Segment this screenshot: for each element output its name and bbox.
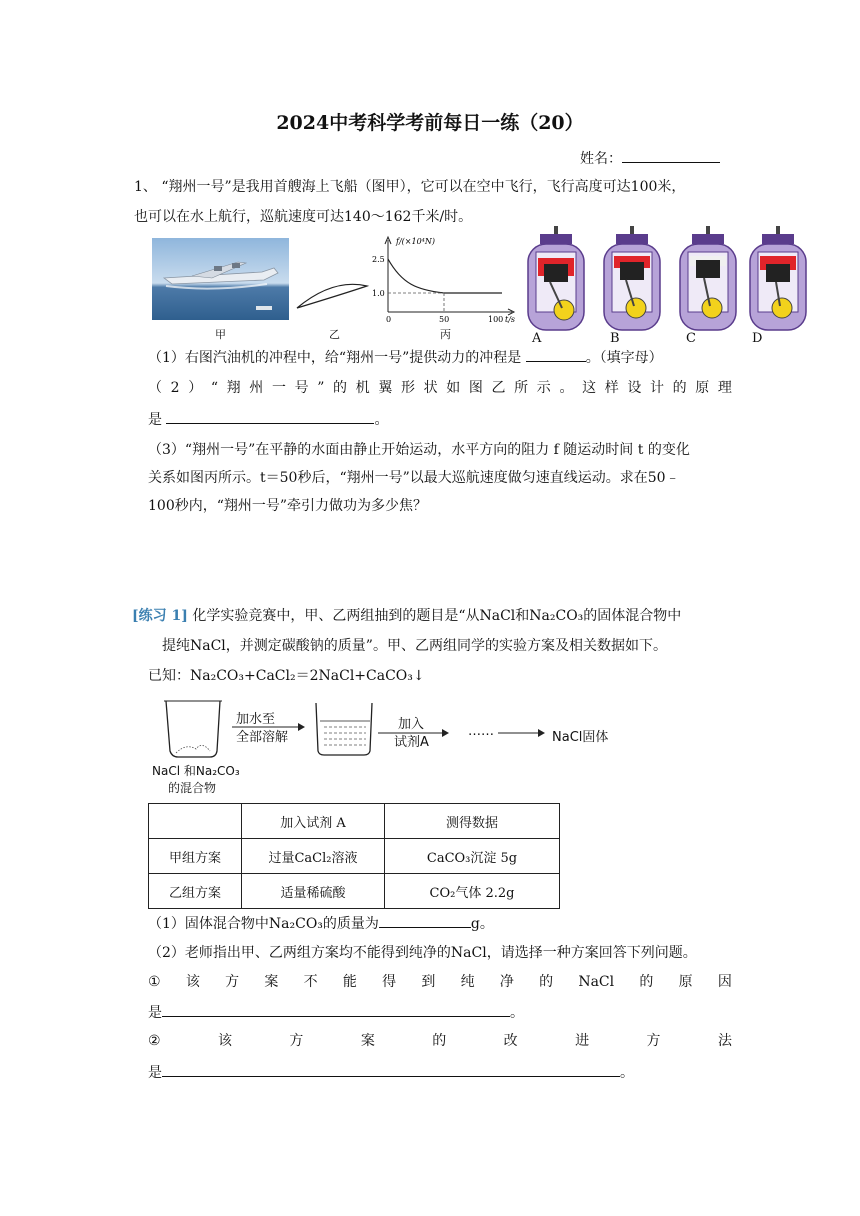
flow-mixture-line2: 的混合物 — [168, 781, 217, 795]
table-row — [149, 839, 560, 874]
wing-profile-diagram — [293, 282, 373, 312]
q2-sub1 — [148, 913, 732, 934]
table-cell: 适量稀硫酸 — [242, 874, 385, 909]
justified-char: 改 — [503, 1033, 518, 1049]
justified-char: 翔 — [226, 380, 241, 396]
engine-label-a: A — [532, 331, 542, 346]
q2-sub2: （2）老师指出甲、乙两组方案均不能得到纯净的NaCl，请选择一种方案回答下列问题。 — [148, 945, 697, 961]
q1-sub2-line1 — [148, 378, 732, 398]
justified-char: 得 — [382, 974, 397, 990]
justified-char: 案 — [360, 1033, 375, 1049]
q2-sub1-tail: g。 — [470, 916, 494, 932]
justified-char: 该 — [217, 1033, 232, 1049]
fig-label-jia: 甲 — [215, 328, 226, 341]
justified-char: 的 — [639, 974, 654, 990]
justified-char: 。 — [559, 380, 574, 396]
graph-xtick-0: 0 — [386, 315, 392, 324]
justified-char: 形 — [400, 380, 415, 396]
q2-sub2b-tail: 。 — [620, 1065, 634, 1081]
name-label: 姓名： — [580, 151, 622, 167]
justified-char: （ — [148, 380, 162, 396]
graph-ytick-2.5: 2.5 — [372, 255, 385, 264]
name-field — [580, 148, 720, 168]
table-cell: CaCO₃沉淀 5g — [385, 839, 560, 874]
flow-mixture-line1: NaCl 和Na₂CO₃ — [152, 764, 240, 778]
table-cell: 乙组方案 — [149, 874, 242, 909]
q2-sub2a-blank[interactable] — [162, 1002, 510, 1017]
q1-sub1-text: （1）右图汽油机的冲程中，给“翔州一号”提供动力的冲程是 — [148, 350, 522, 366]
justified-char: 纯 — [460, 974, 475, 990]
flow-step1-line2: 全部溶解 — [236, 730, 289, 745]
flow-result: NaCl固体 — [552, 730, 609, 745]
graph-ylabel: f/(×10⁴N) — [396, 237, 435, 246]
q1-sub2-line2-text: 是 — [148, 412, 162, 428]
table-header-cell: 加入试剂 A — [242, 804, 385, 839]
name-blank[interactable] — [622, 148, 720, 163]
page-title: 2024中考科学考前每日一练（20） — [276, 112, 584, 134]
engine-c-diagram — [680, 226, 736, 330]
table-header-cell — [149, 804, 242, 839]
flow-step2-line2: 试剂A — [394, 735, 429, 750]
justified-char: ① — [148, 974, 161, 990]
q2-sub2a-line2-text: 是 — [148, 1005, 162, 1021]
flow-step1-line1: 加水至 — [236, 712, 276, 727]
justified-char: 该 — [185, 974, 200, 990]
justified-char: ② — [148, 1033, 161, 1049]
table-row — [149, 874, 560, 909]
q1-sub1-blank[interactable] — [526, 347, 586, 362]
q1-sub1 — [148, 347, 732, 368]
q1-sub3-line2: 关系如图丙所示。t＝50秒后，“翔州一号”以最大巡航速度做匀速直线运动。求在50﹣ — [148, 470, 680, 486]
q1-sub3-line1: （3）“翔州一号”在平静的水面由静止开始运动，水平方向的阻力 f 随运动时间 t 的变化 — [148, 442, 690, 458]
q2-intro-line1 — [132, 606, 732, 626]
q2-sub2b-line1 — [148, 1031, 732, 1051]
graph-xlabel: t/s — [505, 315, 516, 324]
justified-char: 机 — [355, 380, 370, 396]
q1-sub1-tail: 。（填字母） — [585, 350, 663, 366]
justified-char: 乙 — [491, 380, 506, 396]
justified-char: 净 — [499, 974, 514, 990]
flow-step2 — [394, 716, 429, 752]
force-time-graph — [362, 232, 522, 324]
table-cell: 甲组方案 — [149, 839, 242, 874]
justified-char: 能 — [342, 974, 357, 990]
justified-char: 方 — [289, 1033, 304, 1049]
justified-char: 号 — [294, 380, 309, 396]
fig-label-bing: 丙 — [440, 328, 451, 341]
justified-char: 状 — [423, 380, 438, 396]
q2-sub2b-blank[interactable] — [162, 1062, 620, 1077]
seaplane-photo — [152, 238, 289, 320]
q1-sub3-line3: 100秒内，“翔州一号”牵引力做功为多少焦？ — [148, 498, 428, 514]
q2-intro-line2: 提纯NaCl，并测定碳酸钠的质量”。甲、乙两组同学的实验方案及相关数据如下。 — [162, 638, 667, 654]
table-cell: CO₂气体 2.2g — [385, 874, 560, 909]
justified-char: 案 — [264, 974, 279, 990]
q2-practice-tag: [练习 1] — [132, 608, 188, 624]
justified-char: 原 — [695, 380, 710, 396]
justified-char: 州 — [249, 380, 264, 396]
justified-char: 的 — [432, 1033, 447, 1049]
justified-char: 设 — [627, 380, 642, 396]
justified-char: 如 — [446, 380, 461, 396]
justified-char: 理 — [717, 380, 732, 396]
q2-sub2a-line2 — [148, 1002, 732, 1023]
q2-sub2b-line2 — [148, 1062, 732, 1083]
justified-char: 进 — [575, 1033, 590, 1049]
q2-sub2a-line1 — [148, 972, 732, 992]
justified-char: 不 — [303, 974, 318, 990]
engine-b-diagram — [604, 226, 660, 330]
justified-char: 的 — [539, 974, 554, 990]
justified-char: 的 — [672, 380, 687, 396]
justified-char: ” — [317, 380, 325, 396]
justified-char: 一 — [271, 380, 286, 396]
justified-char: 方 — [646, 1033, 661, 1049]
fig-label-yi: 乙 — [329, 328, 340, 341]
justified-char: 方 — [225, 974, 240, 990]
justified-char: “ — [210, 380, 219, 396]
engine-a-diagram — [528, 226, 584, 330]
engine-label-d: D — [752, 331, 763, 346]
engine-d-diagram — [750, 226, 806, 330]
q2-sub2b-line2-text: 是 — [148, 1065, 162, 1081]
q1-sub2-blank[interactable] — [166, 409, 374, 424]
justified-char: 因 — [717, 974, 732, 990]
flow-mixture-label — [152, 763, 240, 797]
engine-label-b: B — [610, 331, 620, 346]
justified-char: 到 — [421, 974, 436, 990]
justified-char: 这 — [582, 380, 597, 396]
graph-ytick-1.0: 1.0 — [372, 289, 385, 298]
table-cell: 过量CaCl₂溶液 — [242, 839, 385, 874]
justified-char: NaCl — [578, 974, 615, 990]
justified-char: 图 — [468, 380, 483, 396]
justified-char: 示 — [536, 380, 551, 396]
graph-xtick-50: 50 — [439, 315, 450, 324]
justified-char: 法 — [717, 1033, 732, 1049]
justified-char: ） — [188, 380, 203, 396]
justified-char: 2 — [170, 380, 180, 396]
justified-char: 的 — [333, 380, 348, 396]
q2-sub2a-tail: 。 — [510, 1005, 524, 1021]
flow-step2-line1: 加入 — [398, 717, 425, 732]
q1-intro-line1: 1、 “翔州一号”是我用首艘海上飞船（图甲），它可以在空中飞行，飞行高度可达100米， — [134, 179, 686, 195]
table-header-row — [149, 804, 560, 839]
flow-dots: …… — [468, 724, 494, 739]
justified-char: 计 — [650, 380, 664, 396]
q2-sub1-blank[interactable] — [379, 913, 471, 928]
engine-label-c: C — [686, 331, 696, 346]
justified-char: 所 — [514, 380, 529, 396]
results-table — [148, 803, 560, 909]
justified-char: 翼 — [378, 380, 393, 396]
table-header-cell: 测得数据 — [385, 804, 560, 839]
engine-strokes-diagram — [520, 222, 820, 348]
q1-sub2-tail: 。 — [374, 412, 389, 428]
q2-known-equation: 已知：Na₂CO₃+CaCl₂＝2NaCl+CaCO₃↓ — [148, 668, 425, 684]
graph-xtick-100: 100 — [488, 315, 504, 324]
q1-intro-line2: 也可以在水上航行，巡航速度可达140～162千米/时。 — [134, 209, 473, 225]
q2-sub1-text: （1）固体混合物中Na₂CO₃的质量为 — [148, 916, 379, 932]
q2-intro-line1-text: 化学实验竞赛中，甲、乙两组抽到的题目是“从NaCl和Na₂CO₃的固体混合物中 — [187, 608, 682, 624]
flow-step1 — [236, 711, 288, 747]
justified-char: 原 — [678, 974, 693, 990]
justified-char: 样 — [604, 380, 619, 396]
q1-sub2-line2 — [148, 409, 732, 430]
